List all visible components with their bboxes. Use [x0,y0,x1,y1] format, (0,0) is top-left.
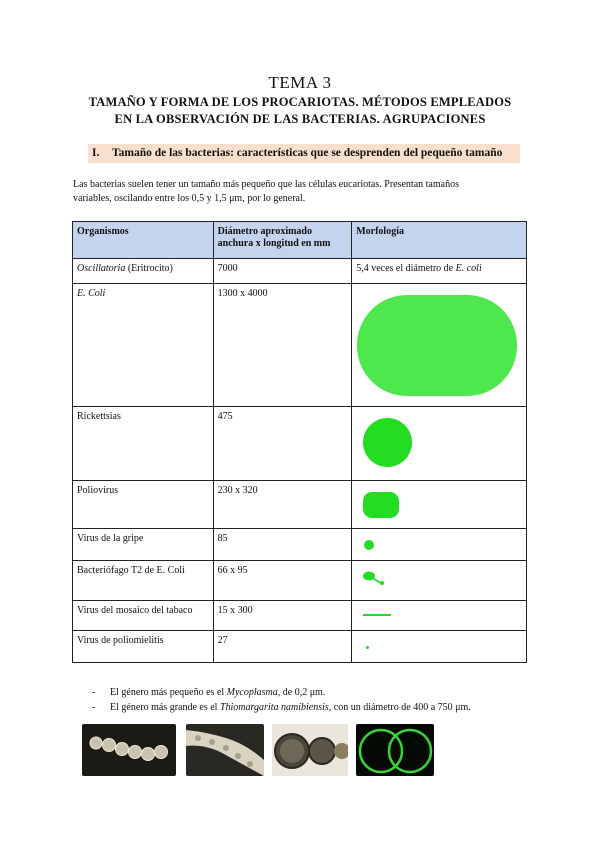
table-row [73,407,527,481]
size-cell: 475 [213,407,352,481]
section-heading-text: Tamaño de las bacterias: características que se desprenden del pequeño tamaño [112,147,503,159]
organism-cell [73,259,214,284]
rickettsia-shape [363,418,412,467]
page-subtitle [40,94,560,128]
list-item [92,700,562,715]
bullet-italic: Thiomargarita namibiensis [219,702,329,713]
ecoli-shape [357,295,517,396]
micrograph-filament-photo [186,724,264,776]
morphology-italic: E. coli [455,263,482,274]
organism-cell [73,284,214,407]
table-row [73,601,527,631]
tobacco-virus-shape [363,614,391,616]
table-header-row [73,222,527,259]
polio-virus-shape [366,646,369,649]
table-row [73,284,527,407]
organism-text: Virus de la gripe [77,533,144,544]
organism-text: Poliovirus [77,485,119,496]
organism-text: (Eritrocito) [125,263,173,274]
organism-cell [73,481,214,529]
size-cell: 1300 x 4000 [213,284,352,407]
subtitle-line-1: TAMAÑO Y FORMA DE LOS PROCARIOTAS. MÉTODOS EMPLEADOS [88,95,512,109]
organism-text: Virus de poliomielitis [77,635,164,646]
intro-line-2: variables, oscilando entre los 0,5 y 1,5 μm, por lo general. [73,193,306,204]
organism-cell [73,529,214,561]
bullet-dash: - [92,702,96,713]
bullet-italic: Mycoplasma [226,687,278,698]
morphology-cell [352,481,527,529]
bullet-text-end: , con un diámetro de 400 a 750 μm. [328,702,471,713]
size-cell: 85 [213,529,352,561]
intro-paragraph [73,178,533,206]
micrograph-chain-photo [82,724,176,776]
morphology-cell [352,601,527,631]
organism-cell [73,561,214,601]
organism-text: Bacteriófago T2 de E. Coli [77,565,185,576]
organism-cell [73,601,214,631]
micrograph-thiomargarita-photo [272,724,348,776]
micrograph-fluorescent-photo [356,724,434,776]
header-organismos: Organismos [73,222,214,259]
bacteriophage-shape [352,561,412,601]
size-cell: 7000 [213,259,352,284]
subtitle-line-2: EN LA OBSERVACIÓN DE LAS BACTERIAS. AGRUPACIONES [114,112,486,126]
bullet-text: El género más grande es el [110,702,220,713]
header-diametro: Diámetro aproximado anchura x longitud en mm [213,222,352,259]
size-cell: 230 x 320 [213,481,352,529]
morphology-cell [352,561,527,601]
organism-cell [73,631,214,663]
size-table [72,221,527,663]
organism-cell [73,407,214,481]
table-row [73,561,527,601]
table-row [73,631,527,663]
section-number: I. [92,147,100,159]
bullet-list [92,685,562,715]
morphology-text: 5,4 veces el diámetro de [356,263,456,274]
section-heading [88,144,520,163]
table-row [73,481,527,529]
list-item [92,685,562,700]
intro-line-1: Las bacterias suelen tener un tamaño más pequeño que las células eucariotas. Presentan tamaños [73,179,459,190]
morphology-cell [352,631,527,663]
organism-italic: Oscillatoria [77,263,126,274]
morphology-cell [352,259,527,284]
morphology-cell [352,407,527,481]
influenza-shape [364,540,374,550]
organism-italic: E. Coli [77,288,106,299]
bullet-text: El género más pequeño es el [110,687,227,698]
size-cell: 27 [213,631,352,663]
organism-text: Rickettsias [77,411,121,422]
bullet-text-end: , de 0,2 μm. [277,687,326,698]
page-title: TEMA 3 [268,73,332,92]
morphology-cell [352,529,527,561]
table-row [73,529,527,561]
table-row [73,259,527,284]
header-morfologia: Morfología [352,222,527,259]
morphology-cell [352,284,527,407]
organism-text: Virus del mosaico del tabaco [77,605,193,616]
size-cell: 66 x 95 [213,561,352,601]
poliovirus-shape [363,492,399,518]
size-cell: 15 x 300 [213,601,352,631]
bullet-dash: - [92,687,96,698]
